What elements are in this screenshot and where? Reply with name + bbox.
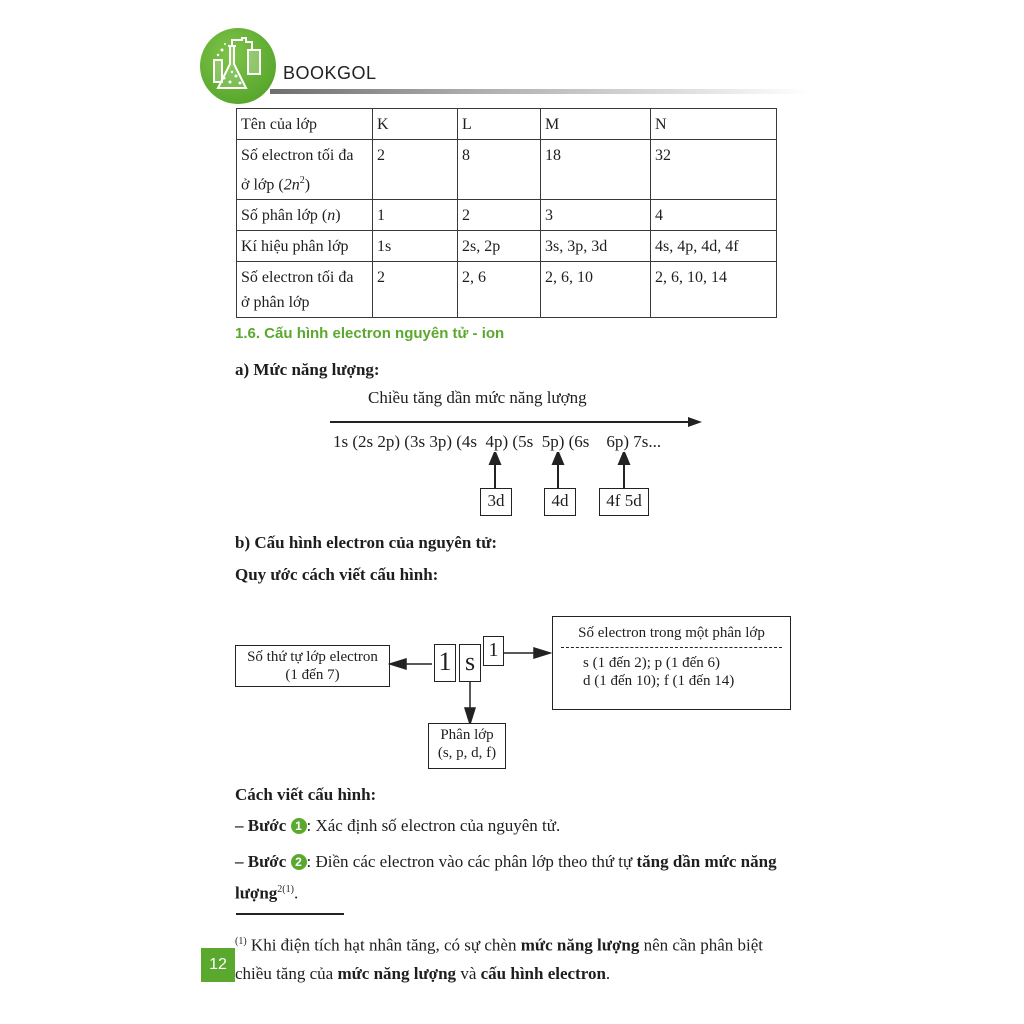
shell-number-title: Số thứ tự lớp electron [247,649,378,665]
insert-box-4f-5d: 4f 5d [599,488,649,516]
footnote-text-1b: nên cần phân biệt [639,935,764,955]
variable-n: n [327,207,336,225]
electron-count-title: Số electron trong một phân lớp [578,625,765,641]
table-cell [237,262,373,318]
footnote [235,928,810,988]
row-label-line2: ở lớp ( [241,176,284,194]
table-cell: 3 [541,200,651,231]
insert-box-3d: 3d [480,488,512,516]
footnote-text-end: . [605,963,611,983]
chemistry-flask-icon [200,28,276,104]
step-1-prefix: – Bước [235,816,291,835]
subshell-title: Phân lớp [440,727,494,743]
table-cell: 3s, 3p, 3d [541,231,651,262]
table-cell [237,200,373,231]
table-cell: 1s [373,231,458,262]
table-cell: 4 [651,200,777,231]
footnote-emphasis-1: mức năng lượng [520,935,640,955]
brand-name: BOOKGOL [283,63,377,83]
formula: 2n [283,176,300,194]
dashed-divider [561,647,782,648]
shell-number-box [235,645,390,687]
electron-shell-table [236,108,777,318]
header-rule [270,89,810,94]
section-title: 1.6. Cấu hình electron nguyên tử - ion [235,325,505,342]
insert-box-4d: 4d [544,488,576,516]
energy-diagram-title: Chiều tăng dần mức năng lượng [368,388,587,407]
table-cell: 2s, 2p [458,231,541,262]
table-cell: 2 [373,262,458,318]
table-row [237,262,777,318]
footnote-text-2a: chiều tăng của [235,963,338,983]
table-cell: 32 [651,140,777,200]
table-cell: M [541,109,651,140]
footnote-emphasis-3: cấu hình electron [480,963,606,983]
row-label: Số phân lớp ( [241,207,328,225]
electron-range-sp: s (1 đến 2); p (1 đến 6) [583,655,721,671]
formula-close: ) [304,176,311,194]
table-row [237,231,777,262]
table-cell: L [458,109,541,140]
footnote-text-1a: Khi điện tích hạt nhân tăng, có sự chèn [246,935,521,955]
table-row [237,200,777,231]
step-1 [235,816,560,836]
table-cell [237,140,373,200]
page-number: 12 [201,948,235,982]
electron-count-box [552,616,791,710]
subheading-how-to: Cách viết cấu hình: [235,785,377,804]
step-2-prefix: – Bước [235,852,291,871]
table-cell: 2 [458,200,541,231]
formula-exponent: 2 [299,175,305,186]
step-2-end: . [293,883,299,903]
table-cell: 18 [541,140,651,200]
table-cell: 2, 6 [458,262,541,318]
step-2-emphasis: tăng dần mức năng [636,852,777,871]
footnote-reference: 2(1) [277,884,294,895]
subheading-configuration: b) Cấu hình electron của nguyên tử: [235,533,498,552]
electron-count-glyph: 1 [483,636,504,666]
footnote-text-2b: và [456,963,481,983]
step-1-text: : Xác định số electron của nguyên tử. [306,816,561,835]
subshell-glyph: s [459,644,481,682]
table-row [237,109,777,140]
row-label-line1: Số electron tối đa [241,269,354,287]
table-cell: Tên của lớp [237,109,373,140]
table-row [237,140,777,200]
footnote-rule [236,913,344,915]
shell-number-glyph: 1 [434,644,456,682]
row-label-line2: ở phân lớp [241,294,310,312]
table-cell: 8 [458,140,541,200]
table-cell: 2, 6, 10 [541,262,651,318]
table-cell: N [651,109,777,140]
step-2-text: : Điền các electron vào các phân lớp theo thứ tự [306,852,637,871]
table-cell: 4s, 4p, 4d, 4f [651,231,777,262]
row-label-close: ) [335,207,341,225]
step-2-emphasis-end: lượng [235,883,278,903]
table-cell: Kí hiệu phân lớp [237,231,373,262]
electron-range-df: d (1 đến 10); f (1 đến 14) [583,673,735,689]
step-2 [235,848,810,908]
footnote-emphasis-2: mức năng lượng [337,963,457,983]
insert-arrows [485,452,655,490]
footnote-marker: (1) [235,936,247,947]
shell-number-range: (1 đến 7) [285,667,340,683]
subshell-box [428,723,506,769]
step-2-number-icon: 2 [291,854,307,870]
energy-direction-arrow [330,415,705,429]
table-cell: 2 [373,140,458,200]
step-1-number-icon: 1 [291,818,307,834]
energy-sequence: 1s (2s 2p) (3s 3p) (4s 4p) (5s 5p) (6s 6p) 7s... [333,432,662,451]
table-cell: K [373,109,458,140]
convention-arrows [388,640,558,730]
subheading-energy-levels: a) Mức năng lượng: [235,360,380,379]
subshell-types: (s, p, d, f) [437,745,497,761]
subheading-convention: Quy ước cách viết cấu hình: [235,565,439,584]
row-label-line1: Số electron tối đa [241,147,354,164]
table-cell: 1 [373,200,458,231]
table-cell: 2, 6, 10, 14 [651,262,777,318]
